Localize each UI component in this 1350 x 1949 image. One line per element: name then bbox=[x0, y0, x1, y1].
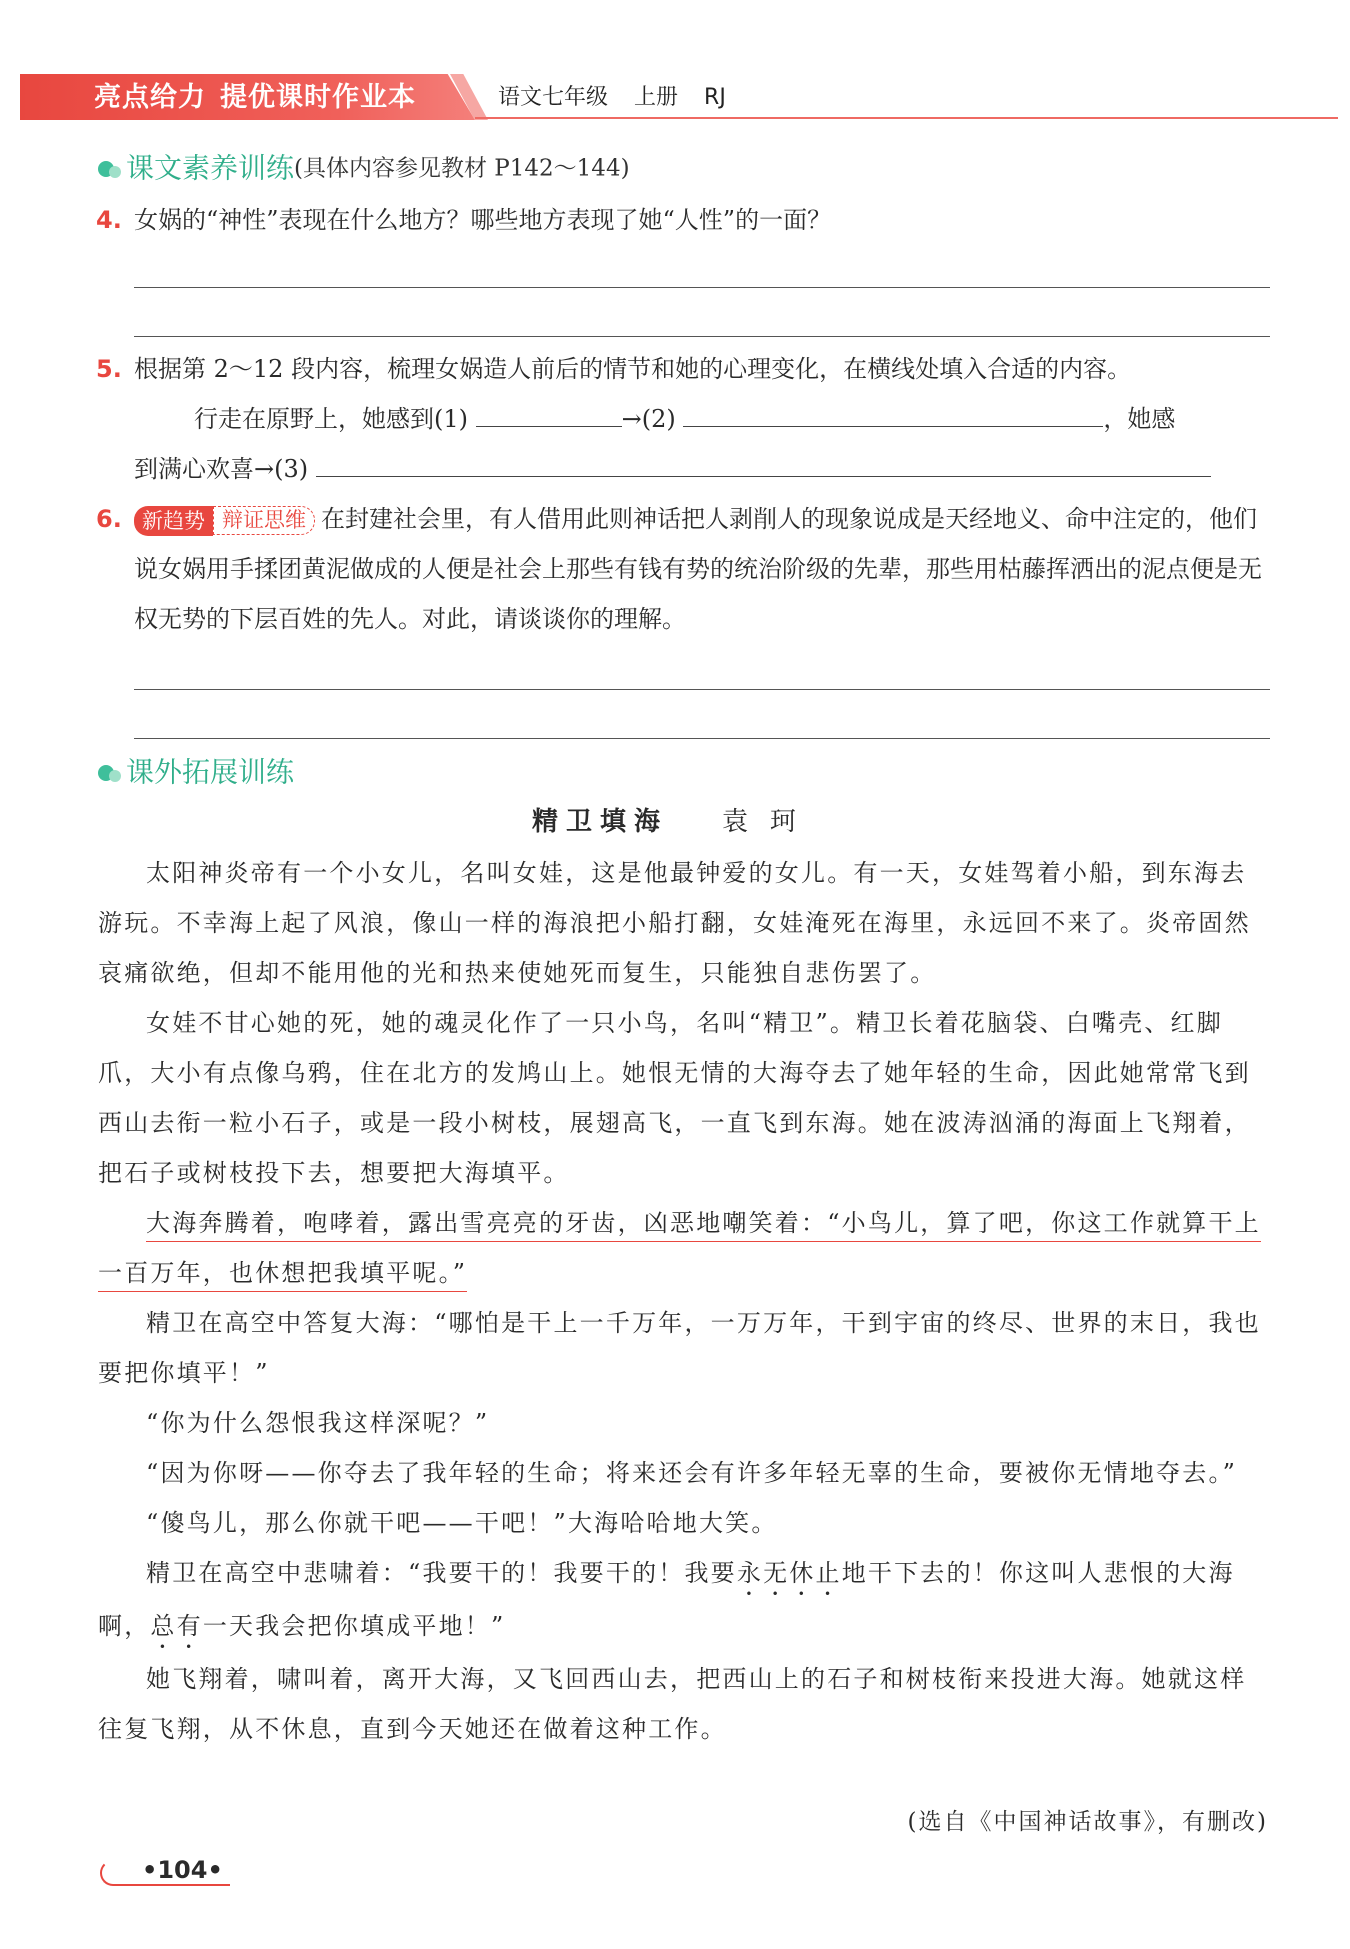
paragraph: “傻鸟儿，那么你就干吧——干吧！”大海哈哈地大笑。 bbox=[146, 1509, 778, 1537]
text-run: 地干下去的！你这叫人悲恨的大海啊， bbox=[98, 1559, 1235, 1640]
question-text: 根据第 2～12 段内容，梳理女娲造人前后的情节和她的心理变化，在横线处填入合适的内容。 bbox=[134, 355, 1132, 383]
badge-new-trend: 新趋势 bbox=[134, 506, 213, 536]
paragraph: 她飞翔着，啸叫着，离开大海，又飞回西山去，把西山上的石子和树枝衔来投进大海。她就这样往复飞翔，从不休息，直到今天她还在做着这种工作。 bbox=[98, 1665, 1247, 1743]
blank-3[interactable] bbox=[316, 446, 1211, 477]
volume: 上册 bbox=[634, 85, 679, 110]
article-body bbox=[98, 848, 1272, 1754]
brand-right: 提优课时作业本 bbox=[220, 82, 416, 113]
paragraph: 女娃不甘心她的死，她的魂灵化作了一只小鸟，名叫“精卫”。精卫长着花脑袋、白嘴壳、红脚爪，大小有点像乌鸦，住在北方的发鸠山上。她恨无情的大海夺去了她年轻的生命，因此她常常飞到西山去衔一粒小石子，或是一段小树枝，展翅高飞，一直飞到东海。她在波涛汹涌的海面上飞翔着，把石子或树枝投下去，想要把大海填平。 bbox=[98, 1009, 1251, 1187]
section-heading-2 bbox=[98, 752, 294, 792]
fill-line-1 bbox=[134, 394, 1274, 444]
blank-1[interactable] bbox=[476, 396, 622, 427]
paragraph: “因为你呀——你夺去了我年轻的生命；将来还会有许多年轻无辜的生命，要被你无情地夺去。” bbox=[146, 1459, 1238, 1487]
article-title: 精卫填海 bbox=[531, 807, 668, 837]
blank-2[interactable] bbox=[683, 396, 1103, 427]
fill-prefix-1: 行走在原野上，她感到(1) bbox=[194, 405, 468, 433]
paragraph: 精卫在高空中答复大海：“哪怕是干上一千万年，一万万年，干到宇宙的终尽、世界的末日，我也要把你填平！” bbox=[98, 1309, 1261, 1387]
grade-info bbox=[498, 80, 752, 116]
question-number: 6. bbox=[96, 505, 122, 533]
fill-suffix: ，她感 bbox=[1103, 405, 1176, 433]
brand-title bbox=[94, 80, 416, 116]
leaf-bullet-icon bbox=[98, 158, 122, 180]
question-6 bbox=[96, 494, 1274, 644]
edition: RJ bbox=[704, 85, 726, 110]
paragraph bbox=[98, 1198, 1272, 1298]
question-body: 在封建社会里，有人借用此则神话把人剥削人的现象说成是天经地义、命中注定的，他们说女娲用手揉团黄泥做成的人便是社会上那些有钱有势的统治阶级的先辈，那些用枯藤挥洒出的泥点便是无权无势的下层百姓的先人。对此，请谈谈你的理解。 bbox=[134, 505, 1262, 633]
question-text: 女娲的“神性”表现在什么地方？哪些地方表现了她“人性”的一面？ bbox=[134, 206, 832, 234]
answer-line[interactable] bbox=[134, 336, 1270, 337]
leaf-bullet-icon bbox=[98, 762, 122, 784]
fill-prefix-2: →(2) bbox=[621, 405, 676, 433]
text-run: 一天我会把你填成平地！” bbox=[202, 1612, 506, 1640]
underlined-sentence: 大海奔腾着，咆哮着，露出雪亮亮的牙齿，凶恶地嘲笑着：“小鸟儿，算了吧，你这工作就算干上一百万年，也休想把我填平呢。” bbox=[98, 1209, 1261, 1292]
answer-line[interactable] bbox=[134, 689, 1270, 690]
fill-line-2 bbox=[134, 444, 1274, 494]
page-header bbox=[20, 74, 1338, 122]
question-5 bbox=[96, 344, 1274, 494]
fill-prefix-3: 到满心欢喜→(3) bbox=[134, 455, 309, 483]
paragraph: 太阳神炎帝有一个小女儿，名叫女娃，这是他最钟爱的女儿。有一天，女娃驾着小船，到东海去游玩。不幸海上起了风浪，像山一样的海浪把小船打翻，女娃淹死在海里，永远回不来了。炎帝固然哀痛欲绝，但却不能用他的光和热来使她死而复生，只能独自悲伤罢了。 bbox=[98, 859, 1251, 987]
text-run: 精卫在高空中悲啸着：“我要干的！我要干的！我要 bbox=[146, 1559, 737, 1587]
section-note: (具体内容参见教材 P142～144) bbox=[294, 155, 630, 182]
subject-grade: 语文七年级 bbox=[498, 85, 609, 110]
paragraph: “你为什么怨恨我这样深呢？” bbox=[146, 1409, 490, 1437]
section-heading-1 bbox=[98, 148, 630, 188]
emphasized-phrase: 永无休止 bbox=[736, 1559, 842, 1587]
badge-dialectical-thinking: 辩证思维 bbox=[213, 506, 315, 535]
section-title: 课文素养训练 bbox=[126, 151, 295, 185]
page-number-curve bbox=[100, 1860, 140, 1886]
article-author: 袁珂 bbox=[722, 807, 819, 837]
answer-line[interactable] bbox=[134, 738, 1270, 739]
page-number bbox=[100, 1852, 230, 1892]
brand-left: 亮点给力 bbox=[94, 82, 206, 113]
answer-line[interactable] bbox=[134, 287, 1270, 288]
header-rule bbox=[475, 117, 1338, 119]
page-number-text: •104• bbox=[142, 1856, 223, 1884]
question-number: 4. bbox=[96, 206, 122, 234]
paragraph bbox=[98, 1548, 1272, 1654]
question-4 bbox=[96, 195, 1274, 245]
question-text bbox=[134, 494, 1274, 644]
emphasized-phrase: 总有 bbox=[150, 1612, 203, 1640]
question-number: 5. bbox=[96, 355, 122, 383]
article-source: (选自《中国神话故事》，有删改) bbox=[907, 1809, 1268, 1835]
article-heading bbox=[0, 800, 1350, 844]
section-title: 课外拓展训练 bbox=[126, 755, 295, 789]
